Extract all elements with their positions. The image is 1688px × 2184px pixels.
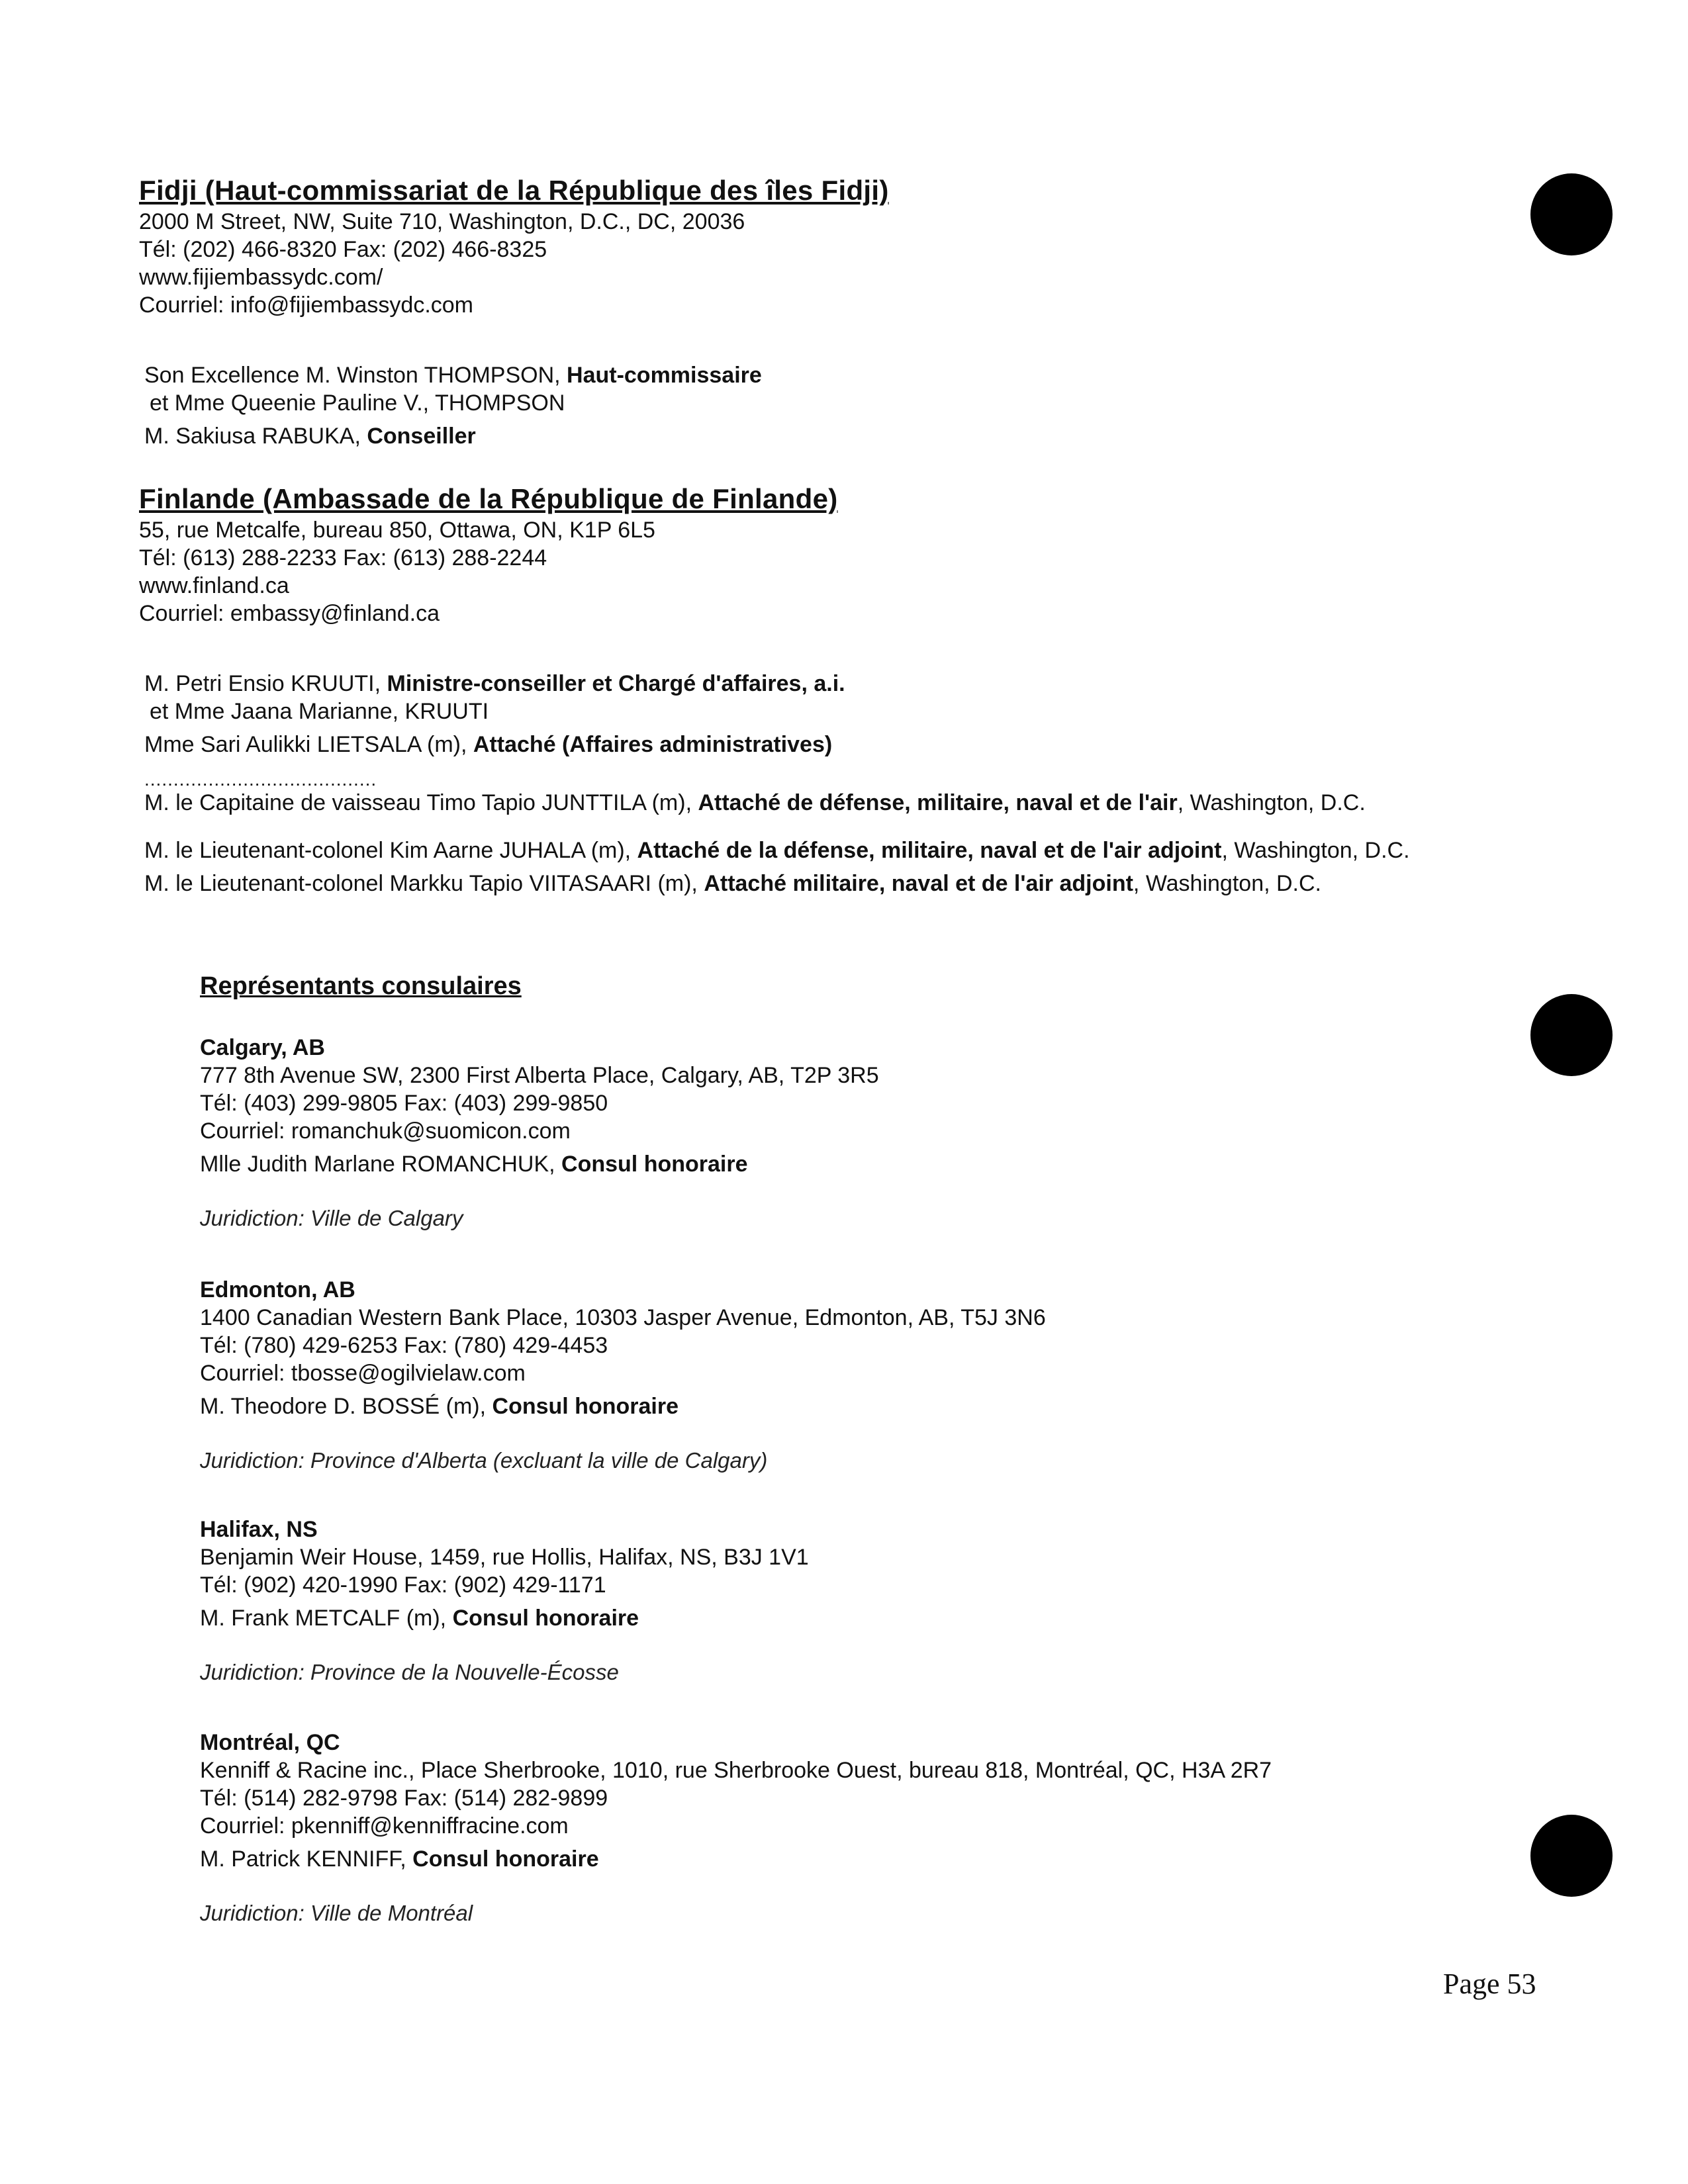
consular-section [200, 970, 1524, 1002]
staff-entry: M. Sakiusa RABUKA, Conseiller [144, 424, 476, 449]
fiji-section [139, 173, 1529, 319]
consular-office-montreal [200, 1729, 1524, 1927]
staff-entry: et Mme Queenie Pauline V., THOMPSON [150, 390, 565, 416]
office-phone: Tél: (403) 299-9805 Fax: (403) 299-9850 [200, 1091, 608, 1116]
office-email: Courriel: romanchuk@suomicon.com [200, 1118, 571, 1144]
fiji-address: 2000 M Street, NW, Suite 710, Washington, D.C., DC, 20036 [139, 209, 745, 234]
consular-office-calgary [200, 1034, 1524, 1232]
consular-office-halifax [200, 1516, 1524, 1686]
fiji-staff [139, 361, 1529, 450]
office-phone: Tél: (514) 282-9798 Fax: (514) 282-9899 [200, 1786, 608, 1811]
office-phone: Tél: (780) 429-6253 Fax: (780) 429-4453 [200, 1333, 608, 1358]
consular-title: Représentants consulaires [200, 972, 522, 1000]
finland-email: Courriel: embassy@finland.ca [139, 601, 440, 626]
fiji-phone: Tél: (202) 466-8320 Fax: (202) 466-8325 [139, 237, 547, 262]
fiji-title: Fidji (Haut-commissariat de la République des îles Fidji) [139, 175, 889, 206]
office-jurisdiction: Juridiction: Province de la Nouvelle-Écosse [200, 1660, 619, 1684]
office-consul: M. Patrick KENNIFF, Consul honoraire [200, 1846, 599, 1872]
dotted-separator: ........................................ [144, 769, 377, 790]
office-city: Montréal, QC [200, 1730, 340, 1755]
office-jurisdiction: Juridiction: Ville de Calgary [200, 1206, 463, 1230]
office-address: Kenniff & Racine inc., Place Sherbrooke, 1010, rue Sherbrooke Ouest, bureau 818, Montréal, QC, H3A 2R7 [200, 1758, 1272, 1783]
staff-entry: Son Excellence M. Winston THOMPSON, Haut-commissaire [144, 363, 762, 388]
staff-entry: M. Petri Ensio KRUUTI, Ministre-conseiller et Chargé d'affaires, a.i. [144, 671, 845, 696]
page-number: Page 53 [1443, 1968, 1536, 2000]
finland-staff [139, 670, 1529, 897]
fiji-email: Courriel: info@fijiembassydc.com [139, 293, 474, 318]
consular-office-edmonton [200, 1276, 1524, 1475]
office-consul: M. Frank METCALF (m), Consul honoraire [200, 1606, 639, 1631]
military-entry: M. le Capitaine de vaisseau Timo Tapio JUNTTILA (m), Attaché de défense, militaire, naval et de l'air, Washington, D.C. [144, 790, 1366, 815]
office-consul: M. Theodore D. BOSSÉ (m), Consul honoraire [200, 1394, 679, 1419]
office-email: Courriel: pkenniff@kenniffracine.com [200, 1813, 569, 1839]
office-city: Calgary, AB [200, 1035, 325, 1060]
punch-hole [1530, 173, 1613, 255]
finland-website: www.finland.ca [139, 573, 289, 598]
office-jurisdiction: Juridiction: Ville de Montréal [200, 1901, 473, 1925]
finland-title: Finlande (Ambassade de la République de Finlande) [139, 483, 838, 514]
staff-entry: Mme Sari Aulikki LIETSALA (m), Attaché (Affaires administratives) [144, 732, 833, 757]
military-entry: M. le Lieutenant-colonel Markku Tapio VIITASAARI (m), Attaché militaire, naval et de l'air adjoint, Washington, D.C. [144, 871, 1321, 896]
office-jurisdiction: Juridiction: Province d'Alberta (excluant la ville de Calgary) [200, 1448, 768, 1473]
military-entry: M. le Lieutenant-colonel Kim Aarne JUHALA (m), Attaché de la défense, militaire, naval et de l'air adjoint, Washington, D.C. [144, 838, 1410, 863]
office-address: 1400 Canadian Western Bank Place, 10303 Jasper Avenue, Edmonton, AB, T5J 3N6 [200, 1305, 1046, 1330]
office-city: Edmonton, AB [200, 1277, 355, 1302]
finland-section [139, 482, 1529, 627]
office-address: Benjamin Weir House, 1459, rue Hollis, Halifax, NS, B3J 1V1 [200, 1545, 809, 1570]
staff-entry: et Mme Jaana Marianne, KRUUTI [150, 699, 489, 724]
office-email: Courriel: tbosse@ogilvielaw.com [200, 1361, 526, 1386]
fiji-website: www.fijiembassydc.com/ [139, 265, 383, 290]
office-city: Halifax, NS [200, 1517, 318, 1542]
finland-address: 55, rue Metcalfe, bureau 850, Ottawa, ON, K1P 6L5 [139, 518, 655, 543]
office-phone: Tél: (902) 420-1990 Fax: (902) 429-1171 [200, 1572, 606, 1598]
punch-hole [1530, 1815, 1613, 1897]
punch-hole [1530, 994, 1613, 1076]
office-address: 777 8th Avenue SW, 2300 First Alberta Place, Calgary, AB, T2P 3R5 [200, 1063, 879, 1088]
office-consul: Mlle Judith Marlane ROMANCHUK, Consul honoraire [200, 1152, 748, 1177]
finland-phone: Tél: (613) 288-2233 Fax: (613) 288-2244 [139, 545, 547, 570]
